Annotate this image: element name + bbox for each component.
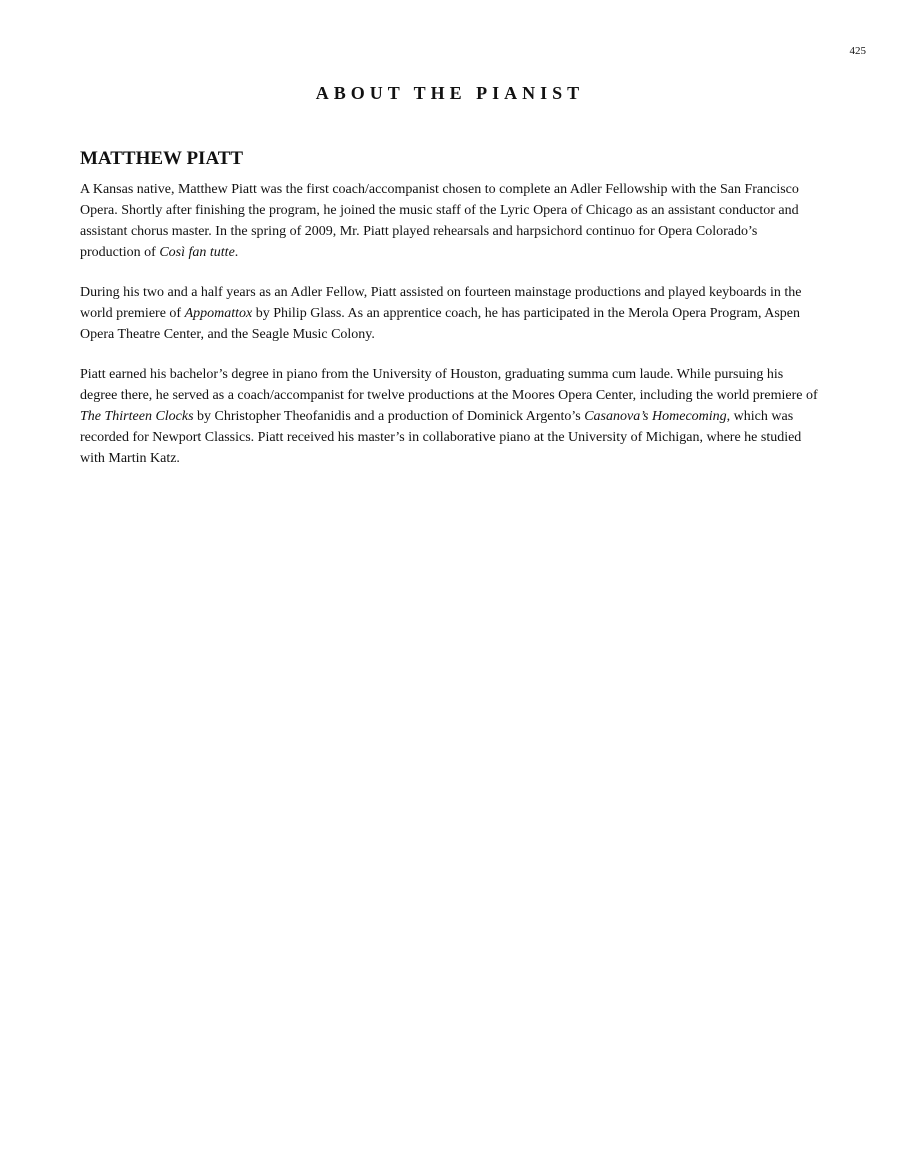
bio-paragraph: [80, 179, 820, 263]
bio-paragraph: [80, 364, 820, 469]
bio-section: [80, 147, 820, 488]
paragraph-text: by Christopher Theofanidis and a production of Dominick Argento’s: [193, 409, 585, 424]
bio-paragraphs: [80, 179, 820, 469]
paragraph-text: , which was recorded for Newport Classics. Piatt received his master’s in collaborative piano at the University of Michigan, where he studied with Martin Katz.: [80, 409, 802, 466]
paragraph-text: Piatt earned his bachelor’s degree in piano from the University of Houston, graduating summa cum laude. While pursuing his degree there, he served as a coach/accompanist for twelve productions at the Moores Opera Center, including the world premiere of: [80, 367, 818, 403]
paragraph-text: .: [234, 245, 239, 260]
italic-title-text: Appomattox: [184, 306, 253, 321]
italic-title-text: The Thirteen Clocks: [80, 409, 194, 424]
paragraph-text: by Philip Glass. As an apprentice coach, he has participated in the Merola Opera Program, Aspen Opera Theatre Center, and the Seagle Music Colony.: [80, 306, 801, 342]
bio-paragraph: [80, 282, 820, 345]
italic-title-text: Casanova’s Homecoming: [584, 409, 727, 424]
paragraph-text: During his two and a half years as an Adler Fellow, Piatt assisted on fourteen mainstage productions and played keyboards in the world premiere of: [80, 285, 802, 321]
page-number: 425: [849, 45, 866, 57]
bio-name: MATTHEW PIATT: [80, 148, 244, 169]
italic-title-text: Così fan tutte: [159, 245, 235, 260]
page-title: ABOUT THE PIANIST: [315, 83, 585, 103]
paragraph-text: A Kansas native, Matthew Piatt was the first coach/accompanist chosen to complete an Adler Fellowship with the San Francisco Opera. Shortly after finishing the program, he joined the music staff of the Lyric Opera of Chicago as an assistant conductor and assistant chorus master. In the spring of 2009, Mr. Piatt played rehearsals and harpsichord continuo for Opera Colorado’s production of: [80, 182, 799, 260]
